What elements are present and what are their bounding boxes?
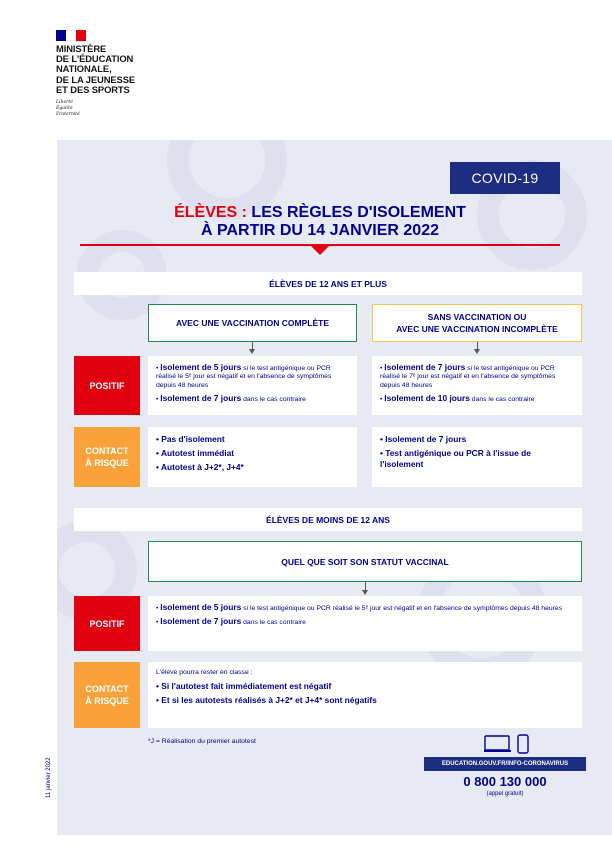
title-line1: LES RÈGLES D'ISOLEMENT [246,204,466,221]
positive-unvaccinated-cell [372,356,582,415]
positif-label: POSITIF [74,596,140,651]
contact-unvaccinated-cell [372,427,582,487]
phone-note: (appel gratuit) [486,791,524,797]
ministry-name-line: ET DES SPORTS [56,83,130,95]
column-header-unvaccinated [372,304,582,342]
title-line2: À PARTIR DU 14 JANVIER 2022 [201,222,439,239]
column-header-line: AVEC UNE VACCINATION INCOMPLÈTE [396,324,558,334]
arrow-down-icon [477,342,478,352]
list-item: • Isolement de 7 jours si le test antigénique ou PCR réalisé le 7ᵉ jour est négatif et en l'absence de symptômes depuis 48 heures [380,362,556,389]
ministry-name-line: DE LA JEUNESSE [56,73,136,85]
ministry-name-line: NATIONALE, [56,63,112,75]
contact-vaccinated-cell [148,427,357,487]
footnote: *J = Réalisation du premier autotest [148,738,256,745]
list-item: • Autotest immédiat [156,448,235,458]
list-item: • Isolement de 7 jours dans le cas contraire [156,616,306,627]
contact-intro: L'élève pourra rester en classe : [156,669,253,676]
ministry-logo [56,30,196,118]
contact-risk-label: CONTACT À RISQUE [74,427,140,487]
title-red-part: ÉLÈVES : [174,204,247,221]
devices-icon [484,734,534,754]
ministry-name-line: MINISTÈRE [56,43,107,54]
covid-badge: COVID-19 [450,162,560,194]
french-flag-icon [56,30,86,41]
motto-line: Liberté [56,100,73,106]
list-item: • Et si les autotests réalisés à J+2* et J+4* sont négatifs [156,695,377,706]
list-item: • Isolement de 7 jours [380,434,467,444]
positif-label: POSITIF [74,356,140,415]
phone-number[interactable]: 0 800 130 000 [463,774,547,789]
contact-any-status-cell [148,662,582,728]
list-item: • Si l'autotest fait immédiatement est négatif [156,681,332,692]
column-header-line: SANS VACCINATION OU [427,312,527,322]
contact-risk-label: CONTACT À RISQUE [74,662,140,728]
column-header-any-status: QUEL QUE SOIT SON STATUT VACCINAL [148,541,582,582]
arrow-down-icon [252,342,253,352]
column-header-vaccinated: AVEC UNE VACCINATION COMPLÈTE [148,304,357,342]
list-item: • Test antigénique ou PCR à l'issue de l'isolement [380,448,531,469]
list-item: • Isolement de 5 jours si le test antigénique ou PCR réalisé le 5ᵉ jour est négatif et en l'absence de symptômes depuis 48 heures [156,602,563,612]
list-item: • Isolement de 5 jours si le test antigénique ou PCR réalisé le 5ᵉ jour est négatif et en l'absence de symptômes depuis 48 heures [156,362,332,389]
list-item: • Pas d'isolement [156,434,225,444]
arrow-down-icon [365,582,366,593]
positive-vaccinated-cell [148,356,357,415]
positive-any-status-cell [148,596,582,651]
page-title [80,204,560,240]
section-heading-under-12: ÉLÈVES DE MOINS DE 12 ANS [74,508,582,531]
motto [56,100,196,118]
motto-line: Égalité [56,106,73,112]
list-item: • Isolement de 10 jours dans le cas contraire [380,393,535,404]
motto-line: Fraternité [56,112,80,118]
list-item: • Autotest à J+2*, J+4* [156,462,244,472]
info-url-link[interactable]: EDUCATION.GOUV.FR/INFO-CORONAVIRUS [424,757,586,771]
publication-date: 11 janvier 2022 [46,757,52,798]
list-item: • Isolement de 7 jours dans le cas contraire [156,393,306,404]
section-heading-12-plus: ÉLÈVES DE 12 ANS ET PLUS [74,272,582,295]
title-divider-arrow-icon [310,245,330,255]
ministry-name-line: DE L'ÉDUCATION [56,53,134,65]
